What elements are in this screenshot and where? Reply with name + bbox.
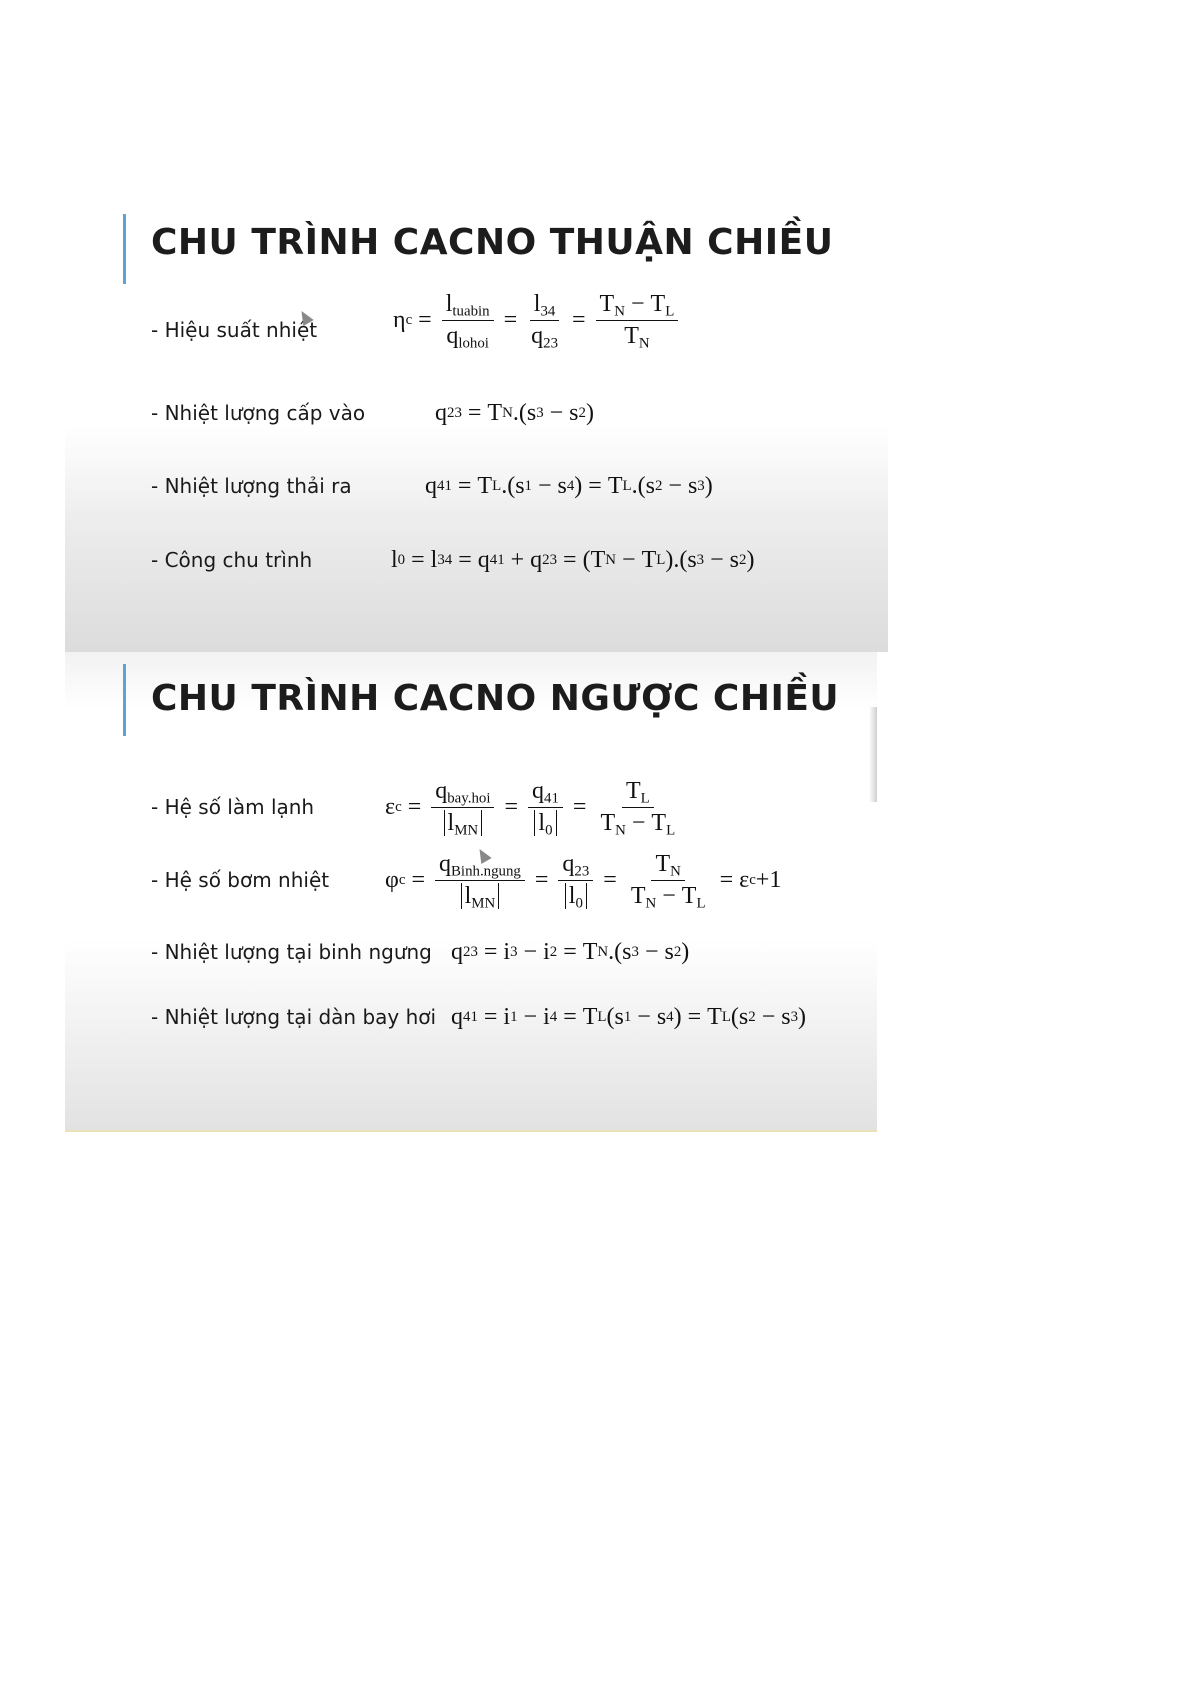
row-label: - Nhiệt lượng tại binh ngưng [151, 940, 432, 964]
formula-heat-supplied: q 23 = T N . ( s 3 − s 2 ) [435, 399, 594, 426]
formula-cooling-coefficient: ε c = $\frac{q_{bay.hoi}}{l_{MN}}$ = $\frac{q_{41}}{l_0}$ = $\frac{T_L}{T_N - T_L}$ [385, 778, 676, 838]
formula-cycle-work: l 0 = l 34 = q 41 + q 23 = ( T N − T L ) . ( s 3 − s 2 ) [391, 546, 755, 573]
accent-bar [123, 214, 126, 284]
row-heat-rejected [151, 456, 888, 516]
row-thermal-efficiency [151, 290, 888, 350]
row-condenser-heat [151, 922, 877, 982]
formula-heat-pump-coefficient: φ c = $\frac{q_{Binh.ngung}}{l_{MN}}$ = $\frac{q_{23}}{l_0}$ = $\frac{T_N}{T_N - T_L}$ = ε c +1 [385, 851, 782, 911]
formula-heat-rejected: q 41 = T L . ( s 1 − s 4 ) = T L . ( s 2 − s 3 ) [425, 472, 713, 499]
row-evaporator-heat [151, 987, 877, 1047]
row-heat-supplied [151, 383, 888, 443]
row-label: - Hiệu suất nhiệt [151, 318, 318, 342]
formula-thermal-efficiency: η c = $\frac{l_{tuabin}}{q_{lohoi}}$ = $\frac{l_{34}}{q_{23}}$ = $\frac{T_N - T_L}{T_N}$ [393, 290, 682, 350]
row-cooling-coefficient [151, 777, 877, 837]
row-label: - Nhiệt lượng thải ra [151, 474, 352, 498]
formula-condenser-heat: q 23 = i 3 − i 2 = T N . ( s 3 − s 2 ) [451, 938, 690, 965]
accent-bar [123, 664, 126, 736]
slide-title: CHU TRÌNH CACNO NGƯỢC CHIỀU [151, 678, 840, 719]
row-label: - Nhiệt lượng cấp vào [151, 401, 366, 425]
row-label: - Hệ số làm lạnh [151, 795, 315, 819]
row-cycle-work [151, 530, 888, 590]
formula-evaporator-heat: q 41 = i 1 − i 4 = T L ( s 1 − s 4 ) = T L ( s 2 − s 3 ) [451, 1003, 807, 1030]
slide-carnot-forward [65, 200, 888, 652]
row-label: - Công chu trình [151, 548, 313, 572]
row-heat-pump-coefficient [151, 850, 877, 910]
row-label: - Nhiệt lượng tại dàn bay hơi [151, 1005, 437, 1029]
row-label: - Hệ số bơm nhiệt [151, 868, 330, 892]
slide-carnot-reverse [65, 652, 877, 1132]
slide-title: CHU TRÌNH CACNO THUẬN CHIỀU [151, 222, 834, 263]
